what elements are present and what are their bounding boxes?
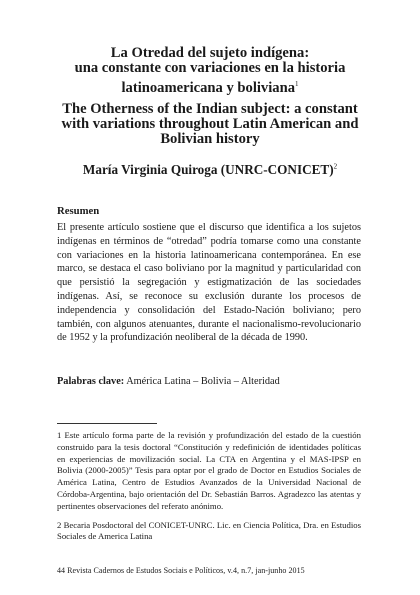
keywords-label: Palabras clave: bbox=[57, 376, 125, 387]
author-name: María Virginia Quiroga (UNRC-CONICET) bbox=[82, 162, 334, 177]
title-english bbox=[30, 102, 390, 148]
author-footnote-marker: 2 bbox=[333, 162, 338, 171]
title-footnote-marker: 1 bbox=[295, 79, 299, 88]
author bbox=[0, 162, 420, 178]
footnote-rule bbox=[57, 423, 157, 424]
title-en-line2: with variations throughout Latin American and bbox=[61, 116, 359, 133]
title-en-line3: Bolivian history bbox=[160, 131, 260, 148]
title-es-line3: latinoamericana y boliviana bbox=[121, 79, 295, 96]
running-footer: 44 Revista Cadernos de Estudos Sociais e Políticos, v.4, n.7, jan-junho 2015 bbox=[57, 566, 305, 575]
keywords bbox=[57, 376, 361, 387]
footnote-2: 2 Becaria Posdoctoral del CONICET-UNRC. Lic. en Ciencia Política, Dra. en Estudios Sociales de America Latina bbox=[57, 519, 361, 542]
title-en-line1: The Otherness of the Indian subject: a constant bbox=[62, 100, 358, 117]
footnote-1: 1 Este artículo forma parte de la revisión y profundización del estado de la cuestión construido para la tesis doctoral “Constitución y redefinición de identidades políticas en experiencias de movilización social. La CTA en Argentina y el MAS-IPSP en Bolivia (2000-2005)” Tesis para optar por el grado de Doctor en Estudios Sociales de América Latina, Centro de Estudios Avanzados de la Universidad Nacional de Córdoba-Argentina, bajo orientación del Dr. Sebastián Barros. Agradezco las atentas y pertinentes observaciones del referato anónimo. bbox=[57, 430, 361, 511]
resumen-heading: Resumen bbox=[57, 205, 100, 217]
title-es-line1: La Otredad del sujeto indígena: bbox=[110, 45, 310, 61]
title-spanish bbox=[30, 46, 390, 96]
title-es-line2: una constante con variaciones en la historia bbox=[74, 60, 346, 77]
abstract bbox=[57, 221, 361, 345]
abstract-text: El presente artículo sostiene que el discurso que identifica a los sujetos indígenas en términos de “otredad” podría tomarse como una constante con variaciones en la historia latinoamericana contemporánea. En ese marco, se destaca el caso boliviano por la magnitud y particularidad con que persistió la segregación y estigmatización de las sociedades indígenas. Así, se reconoce su exclusión durante los procesos de independencia y consolidación del Estado-Nación boliviano; pero también, con algunos atenuantes, durante el nacionalismo-revolucionario de 1952 y la profundización neoliberal de la década de 1990. bbox=[57, 222, 361, 344]
titles bbox=[30, 46, 390, 148]
footnotes bbox=[57, 430, 361, 550]
keywords-text: América Latina – Bolivia – Alteridad bbox=[126, 376, 280, 387]
